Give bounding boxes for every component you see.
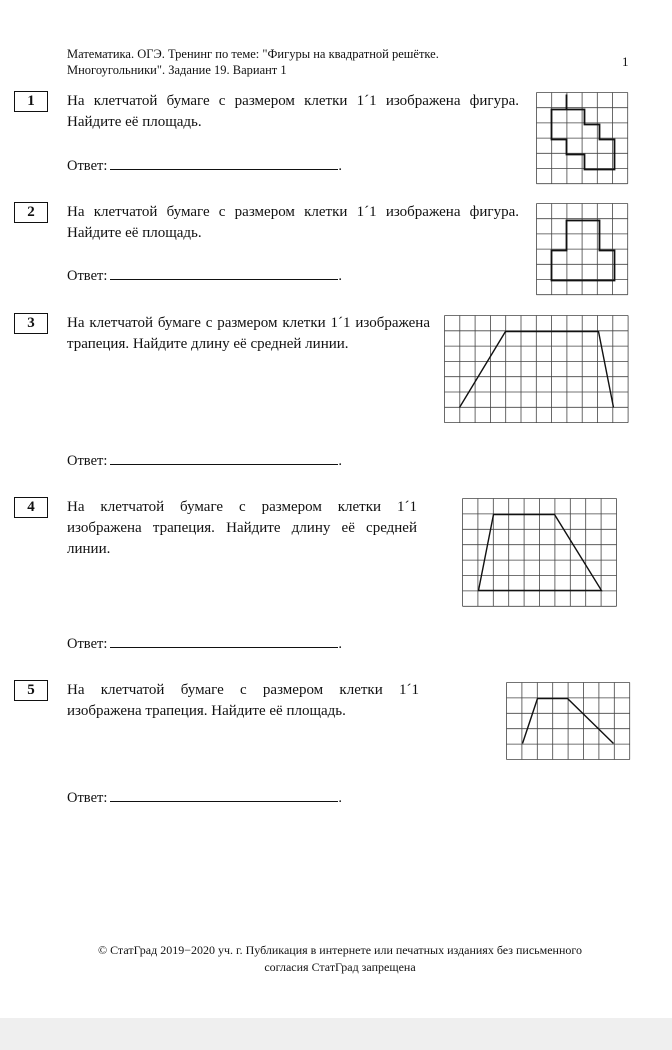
task-number-2: 2 [14,202,48,223]
answer-label: Ответ: [67,636,108,652]
answer-row-3 [67,450,342,470]
task-text-4: На клетчатой бумаге с размером клетки 1´1 изображена трапеция. Найдите длину её средней линии. [67,499,417,557]
answer-row-5 [67,787,342,807]
answer-blank[interactable] [110,155,338,170]
footer-line-2: согласия СтатГрад запрещена [264,960,416,974]
task-number-5: 5 [14,680,48,701]
answer-end: . [338,453,342,469]
polygon-figure [552,221,615,281]
task-number-1: 1 [14,91,48,112]
answer-blank[interactable] [110,450,338,465]
grid-lines [507,683,630,760]
figure-grid-1 [536,92,632,188]
page-number: 1 [622,54,629,69]
answer-end: . [338,158,342,174]
answer-label: Ответ: [67,158,108,174]
copyright-footer [60,942,620,976]
answer-blank[interactable] [110,265,338,280]
answer-end: . [338,636,342,652]
trapezoid-figure [479,515,602,591]
task-text-3: На клетчатой бумаге с размером клетки 1´1 изображена трапеция. Найдите длину её средней линии. [67,315,430,352]
answer-row-2 [67,265,342,285]
polygon-figure [552,95,615,170]
answer-end: . [338,268,342,284]
answer-label: Ответ: [67,453,108,469]
answer-blank[interactable] [110,787,338,802]
answer-end: . [338,790,342,806]
figure-grid-3 [444,315,632,425]
answer-blank[interactable] [110,633,338,648]
answer-label: Ответ: [67,268,108,284]
page-header: Математика. ОГЭ. Тренинг по теме: "Фигуры на квадратной решётке. Многоугольники". Задание 19. Вариант 1 [67,47,439,77]
footer-line-1: © СтатГрад 2019−2020 уч. г. Публикация в интернете или печатных изданиях без письменного [97,943,583,957]
figure-grid-4 [462,498,620,608]
task-text-5: На клетчатой бумаге с размером клетки 1´1 изображена трапеция. Найдите её площадь. [67,682,419,719]
answer-row-4 [67,633,342,653]
viewer-bottom-strip [0,1018,672,1050]
task-text-1: На клетчатой бумаге с размером клетки 1´1 изображена фигура. Найдите её площадь. [67,93,519,130]
figure-grid-5 [506,682,632,760]
task-text-2: На клетчатой бумаге с размером клетки 1´1 изображена фигура. Найдите её площадь. [67,204,519,241]
task-number-4: 4 [14,497,48,518]
figure-grid-2 [536,203,632,299]
answer-label: Ответ: [67,790,108,806]
task-number-3: 3 [14,313,48,334]
answer-row-1 [67,155,342,175]
